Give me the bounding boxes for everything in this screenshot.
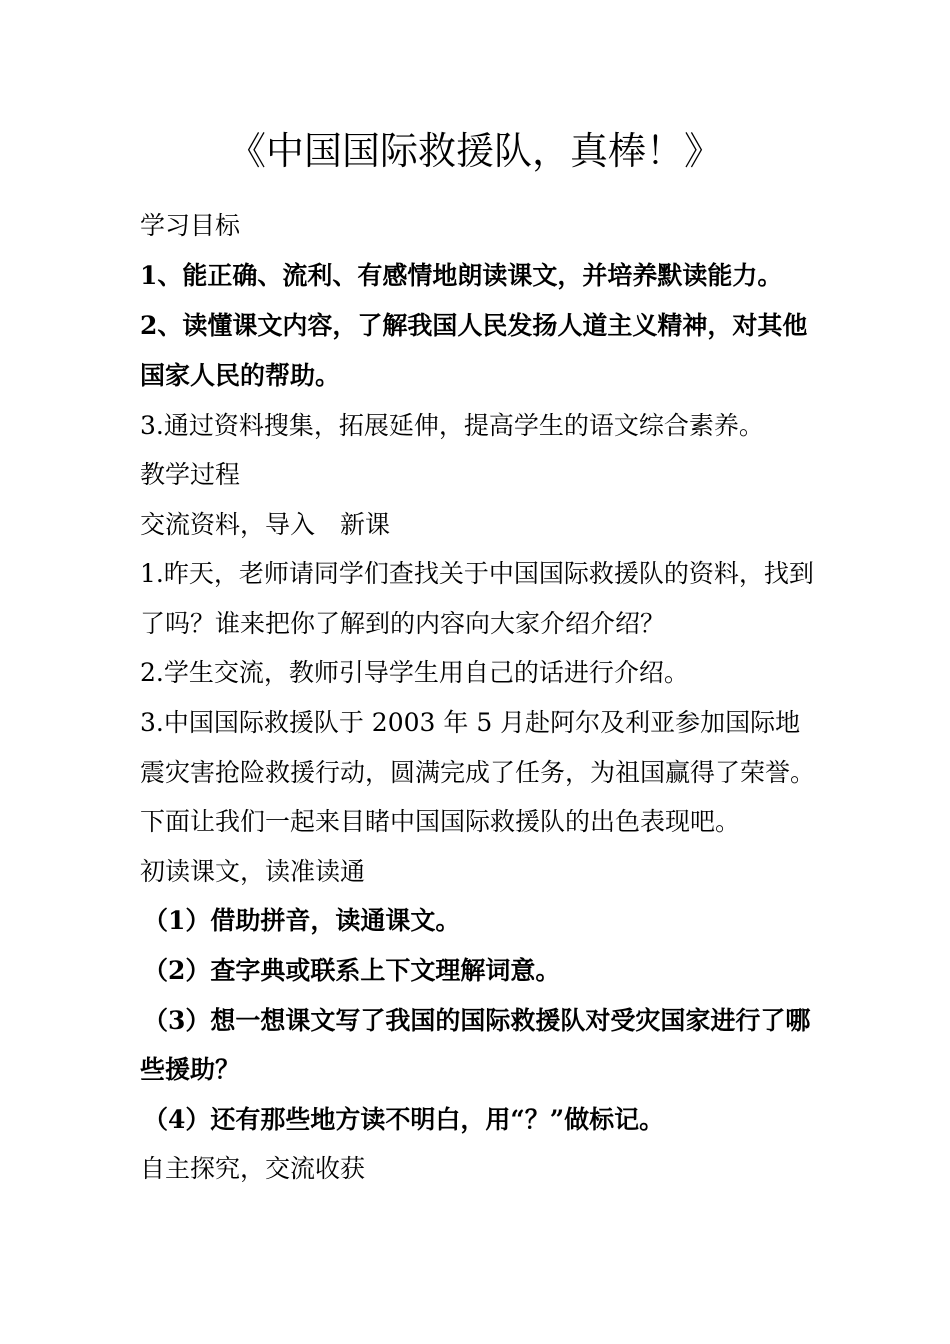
goal-1: 1、能正确、流利、有感情地朗读课文，并培养默读能力。 — [140, 261, 783, 290]
reading-task-1: （1）借助拼音，读通课文。 — [143, 906, 461, 935]
intro-item-3-line-2: 震灾害抢险救援行动，圆满完成了任务，为祖国赢得了荣誉。 — [140, 758, 816, 787]
reading-task-3-line-1: （3）想一想课文写了我国的国际救援队对受灾国家进行了哪 — [143, 1006, 811, 1035]
section-heading-goals: 学习目标 — [140, 211, 241, 240]
intro-item-3-line-3: 下面让我们一起来目睹中国国际救援队的出色表现吧。 — [140, 807, 741, 836]
step-heading-intro: 交流资料，导入 新课 — [140, 510, 391, 539]
goal-3: 3.通过资料搜集，拓展延伸，提高学生的语文综合素养。 — [140, 411, 764, 440]
step-heading-explore: 自主探究，交流收获 — [140, 1154, 366, 1183]
step-heading-first-reading: 初读课文，读准读通 — [140, 857, 366, 886]
intro-item-2: 2.学生交流，教师引导学生用自己的话进行介绍。 — [140, 658, 689, 687]
section-heading-process: 教学过程 — [140, 460, 241, 489]
goal-2-line-1: 2、读懂课文内容，了解我国人民发扬人道主义精神，对其他 — [140, 311, 808, 340]
goal-2-line-2: 国家人民的帮助。 — [140, 361, 341, 390]
reading-task-2: （2）查字典或联系上下文理解词意。 — [143, 956, 561, 985]
intro-item-1-line-1: 1.昨天，老师请同学们查找关于中国国际救援队的资料，找到 — [140, 559, 814, 588]
document-title: 《中国国际救援队，真棒！》 — [227, 129, 722, 173]
reading-task-3-line-2: 些援助？ — [140, 1055, 241, 1084]
intro-item-1-line-2: 了吗？谁来把你了解到的内容向大家介绍介绍？ — [140, 609, 666, 638]
reading-task-4: （4）还有那些地方读不明白，用“？”做标记。 — [143, 1105, 665, 1134]
intro-item-3-line-1: 3.中国国际救援队于 2003 年 5 月赴阿尔及利亚参加国际地 — [140, 708, 801, 737]
